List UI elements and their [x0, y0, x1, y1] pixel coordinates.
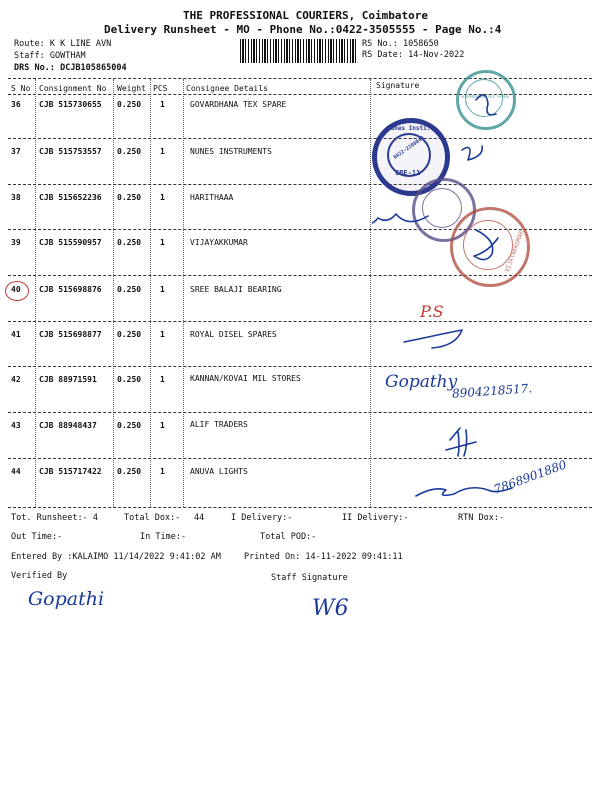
row-pcs: 1 — [160, 193, 165, 202]
company-title: THE PROFESSIONAL COURIERS, Coimbatore — [183, 9, 429, 22]
rtn-dox: RTN Dox:- — [458, 513, 505, 523]
row-pcs: 1 — [160, 100, 165, 109]
printed-on: Printed On: 14-11-2022 09:41:11 — [244, 552, 403, 562]
row-sno: 39 — [11, 238, 21, 247]
row-consignee: ANUVA LIGHTS — [190, 467, 248, 476]
rs-date-label: RS Date: — [362, 50, 403, 60]
row-consignment: CJB 515698876 — [39, 285, 102, 294]
row-pcs: 1 — [160, 285, 165, 294]
row-pcs: 1 — [160, 147, 165, 156]
col-header-sno: S No — [11, 84, 31, 93]
verifier-signature: Gopathi — [28, 588, 105, 610]
row-consignee: GOVARDHANA TEX SPARE — [190, 100, 287, 109]
total-dox-value: 44 — [194, 513, 205, 523]
row-sno: 44 — [11, 467, 21, 476]
vijayakumar-stamp: VIJAYAKKUMAR — [450, 207, 530, 287]
phone-note-1: 8904218517. — [451, 381, 533, 401]
ii-delivery: II Delivery:- — [342, 513, 409, 523]
row-consignment: CJB 515730655 — [39, 100, 102, 109]
row-consignment: CJB 88971591 — [39, 375, 97, 384]
row-weight: 0.250 — [117, 238, 142, 247]
route-line — [14, 39, 111, 49]
row-weight: 0.250 — [117, 330, 142, 339]
staff-signature-mark: W6 — [312, 596, 349, 621]
govardhana-stamp: GOVARDHANA TEX SPARE — [456, 70, 516, 130]
row-sno: 37 — [11, 147, 21, 156]
row-pcs: 1 — [160, 375, 165, 384]
col-header-consignment: Consignment No — [39, 84, 107, 93]
route-value: K K LINE AVN — [49, 39, 112, 49]
signature-mark — [474, 230, 498, 260]
total-dox-label: Total Dox:- — [124, 513, 181, 523]
row-consignment: CJB 515652236 — [39, 193, 102, 202]
in-time: In Time:- — [140, 532, 187, 542]
verified-by-label: Verified By — [11, 571, 68, 581]
row-consignee: HARITHAAA — [190, 193, 234, 202]
staff-signature-label: Staff Signature — [271, 573, 348, 583]
row-consignee: SREE BALAJI BEARING — [190, 285, 282, 294]
row-consignee: ROYAL DISEL SPARES — [190, 330, 277, 339]
rs-no-line — [362, 39, 439, 49]
total-pod: Total POD:- — [260, 532, 317, 542]
rs-date-line — [362, 50, 464, 60]
row-weight: 0.250 — [117, 421, 142, 430]
row-consignee: NUNES INSTRUMENTS — [190, 147, 272, 156]
row-consignee: KANNAN/KOVAI MIL STORES — [190, 374, 301, 383]
row-pcs: 1 — [160, 421, 165, 430]
signature-mark — [372, 214, 428, 224]
row-weight: 0.250 — [117, 467, 142, 476]
row-sno: 41 — [11, 330, 21, 339]
row-weight: 0.250 — [117, 147, 142, 156]
row-consignee: ALIF TRADERS — [190, 420, 248, 429]
rs-no-label: RS No.: — [362, 39, 398, 49]
row-weight: 0.250 — [117, 285, 142, 294]
row-consignment: CJB 88948437 — [39, 421, 97, 430]
row-consignment: CJB 515753557 — [39, 147, 102, 156]
col-header-signature: Signature — [376, 81, 420, 90]
gopathy-signature: Gopathy — [385, 372, 458, 392]
out-time: Out Time:- — [11, 532, 63, 542]
row-sno: 40 — [11, 285, 21, 294]
row-sno: 36 — [11, 100, 21, 109]
signature-strokes — [372, 80, 592, 510]
row-weight: 0.250 — [117, 375, 142, 384]
row-sno: 43 — [11, 421, 21, 430]
col-header-consignee: Consignee Details — [186, 84, 268, 93]
col-header-pcs: PCS — [153, 84, 168, 93]
staff-label: Staff: — [14, 51, 45, 61]
route-label: Route: — [14, 39, 45, 49]
drs-value: DCJB105865004 — [60, 63, 127, 73]
row-sno: 38 — [11, 193, 21, 202]
rs-date-value: 14-Nov-2022 — [408, 50, 465, 60]
row-pcs: 1 — [160, 238, 165, 247]
runsheet-subtitle: Delivery Runsheet - MO - Phone No.:0422-3505555 - Page No.:4 — [104, 23, 502, 36]
entered-by: Entered By :KALAIMO 11/14/2022 9:41:02 AM — [11, 552, 221, 562]
signature-mark — [462, 146, 482, 160]
row-weight: 0.250 — [117, 193, 142, 202]
signature-mark — [476, 95, 496, 115]
row-consignment: CJB 515590957 — [39, 238, 102, 247]
highlight-circle — [5, 281, 29, 301]
tot-runsheet: Tot. Runsheet:- 4 — [11, 513, 98, 523]
i-delivery: I Delivery:- — [231, 513, 293, 523]
nunes-stamp: Nunes Insti... 0422-2200048 CBE-11 — [372, 118, 450, 196]
phone-note-2: 7868901880 — [491, 457, 569, 497]
signature-mark — [404, 330, 462, 348]
drs-label: DRS No.: — [14, 63, 55, 73]
row-consignment: CJB 515698877 — [39, 330, 102, 339]
row-weight: 0.250 — [117, 100, 142, 109]
row-consignment: CJB 515717422 — [39, 467, 102, 476]
rs-no-value: 1058650 — [402, 39, 439, 49]
row-pcs: 1 — [160, 330, 165, 339]
row-pcs: 1 — [160, 467, 165, 476]
barcode — [240, 39, 356, 63]
row-consignee: VIJAYAKKUMAR — [190, 238, 248, 247]
col-header-weight: Weight — [117, 84, 146, 93]
ps-note: P.S — [420, 302, 444, 321]
row-sno: 42 — [11, 375, 21, 384]
staff-value: GOWTHAM — [49, 51, 86, 61]
staff-line — [14, 51, 86, 61]
drs-line — [14, 63, 127, 73]
signature-mark — [446, 428, 476, 456]
